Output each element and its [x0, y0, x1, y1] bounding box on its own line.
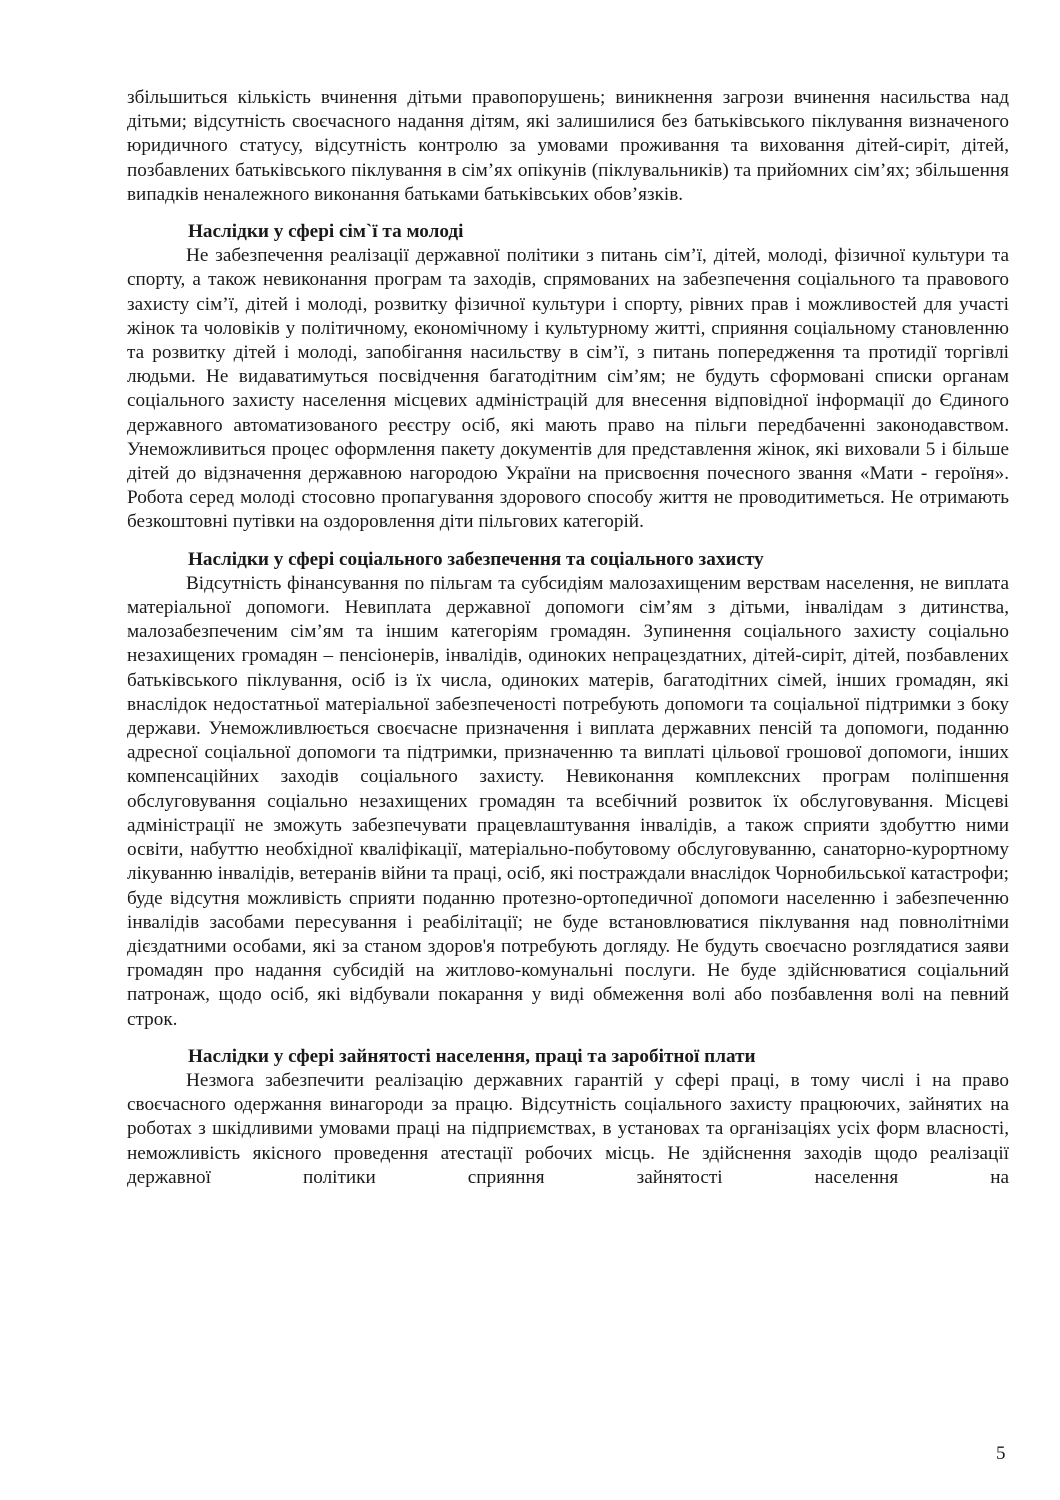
section-heading-family-youth: Наслідки у сфері сім`ї та молоді — [188, 221, 464, 243]
page-number: 5 — [996, 1443, 1006, 1464]
section-text-social-protection: Відсутність фінансування по пільгам та субсидіям малозахищеним верствам населення, не виплата матеріальної допомоги. Невиплата державної допомоги сім’ям з дітьми, інвалідам з дитинства, малозабезпеченим сім’ям та іншим категоріям громадян. Зупинення соціального захисту соціально незахищених громадян – пенсіонерів, інвалідів, одиноких непрацездатних, дітей-сиріт, дітей, позбавлених батьківського піклування, осіб із їх числа, одиноких матерів, багатодітних сімей, інших громадян, які внаслідок недостатньої матеріальної забезпеченості потребують допомоги та соціальної підтримки з боку держави. Унеможливлюється своєчасне призначення і виплата державних пенсій та допомоги, поданню адресної соціальної допомоги та підтримки, призначенню та виплаті цільової грошової допомоги, інших компенсаційних заходів соціального захисту. Невиконання комплексних програм поліпшення обслуговування соціально незахищених громадян та всебічний розвиток їх обслуговування. Місцеві адміністрації не зможуть забезпечувати працевлаштування інвалідів, а також сприяти здобуттю ними освіти, набуттю необхідної кваліфікації, матеріально-побутовому обслуговуванню, санаторно-курортному лікуванню інвалідів, ветеранів війни та праці, осіб, які постраждали внаслідок Чорнобильської катастрофи; буде відсутня можливість сприяти поданню протезно-ортопедичної допомоги населенню і забезпеченню інвалідів засобами пересування і реабілітації; не буде встановлюватися піклування над повнолітніми дієздатними особами, які за станом здоров'я потребують догляду. Не будуть своєчасно розглядатися заяви громадян про надання субсидій на житлово-комунальні послуги. Не буде здійснюватися соціальний патронаж, щодо осіб, які відбували покарання у виді обмеження волі або позбавлення волі на певний строк. — [127, 572, 1009, 1030]
section-heading-social-protection: Наслідки у сфері соціального забезпечення та соціального захисту — [188, 548, 764, 570]
section-text-employment: Незмога забезпечити реалізацію державних гарантій у сфері праці, в тому числі і на право своєчасного одержання винагороди за працю. Відсутність соціального захисту працюючих, зайнятих на роботах з шкідливими умовами праці на підприємствах, в установах та організаціях усіх форм власності, неможливість якісного проведення атестації робочих місць. Не здійснення заходів щодо реалізації державної політики сприяння зайнятості населення на — [127, 1069, 1009, 1188]
section-text-family-youth: Не забезпечення реалізації державної політики з питань сім’ї, дітей, молоді, фізичної культури та спорту, а також невиконання програм та заходів, спрямованих на забезпечення соціального та правового захисту сім’ї, дітей і молоді, розвитку фізичної культури і спорту, рівних прав і можливостей для участі жінок та чоловіків у політичному, економічному і культурному житті, сприяння соціальному становленню та розвитку дітей і молоді, запобігання насильству в сім’ї, з питань попередження та протидії торгівлі людьми. Не видаватимуться посвідчення багатодітним сім’ям; не будуть сформовані списки органам соціального захисту населення місцевих адміністрацій для внесення відповідної інформації до Єдиного державного автоматизованого реєстру осіб, які мають право на пільги передбаченні законодавством. Унеможливиться процес оформлення пакету документів для представлення жінок, які виховали 5 і більше дітей до відзначення державною нагородою України на присвоєння почесного звання «Мати - героїня». Робота серед молоді стосовно пропагування здорового способу життя не проводитиметься. Не отримають безкоштовні путівки на оздоровлення діти пільгових категорій. — [127, 245, 1009, 533]
intro-paragraph: збільшиться кількість вчинення дітьми правопорушень; виникнення загрози вчинення насильства над дітьми; відсутність своєчасного надання дітям, які залишилися без батьківського піклування визначеного юридичного статусу, відсутність контролю за умовами проживання та виховання дітей-сиріт, дітей, позбавлених батьківського піклування в сім’ях опікунів (піклувальників) та прийомних сім’ях; збільшення випадків неналежного виконання батьками батьківських обов’язків. — [127, 87, 1009, 205]
section-heading-employment: Наслідки у сфері зайнятості населення, праці та заробітної плати — [188, 1045, 756, 1067]
document-page — [127, 86, 1009, 1190]
